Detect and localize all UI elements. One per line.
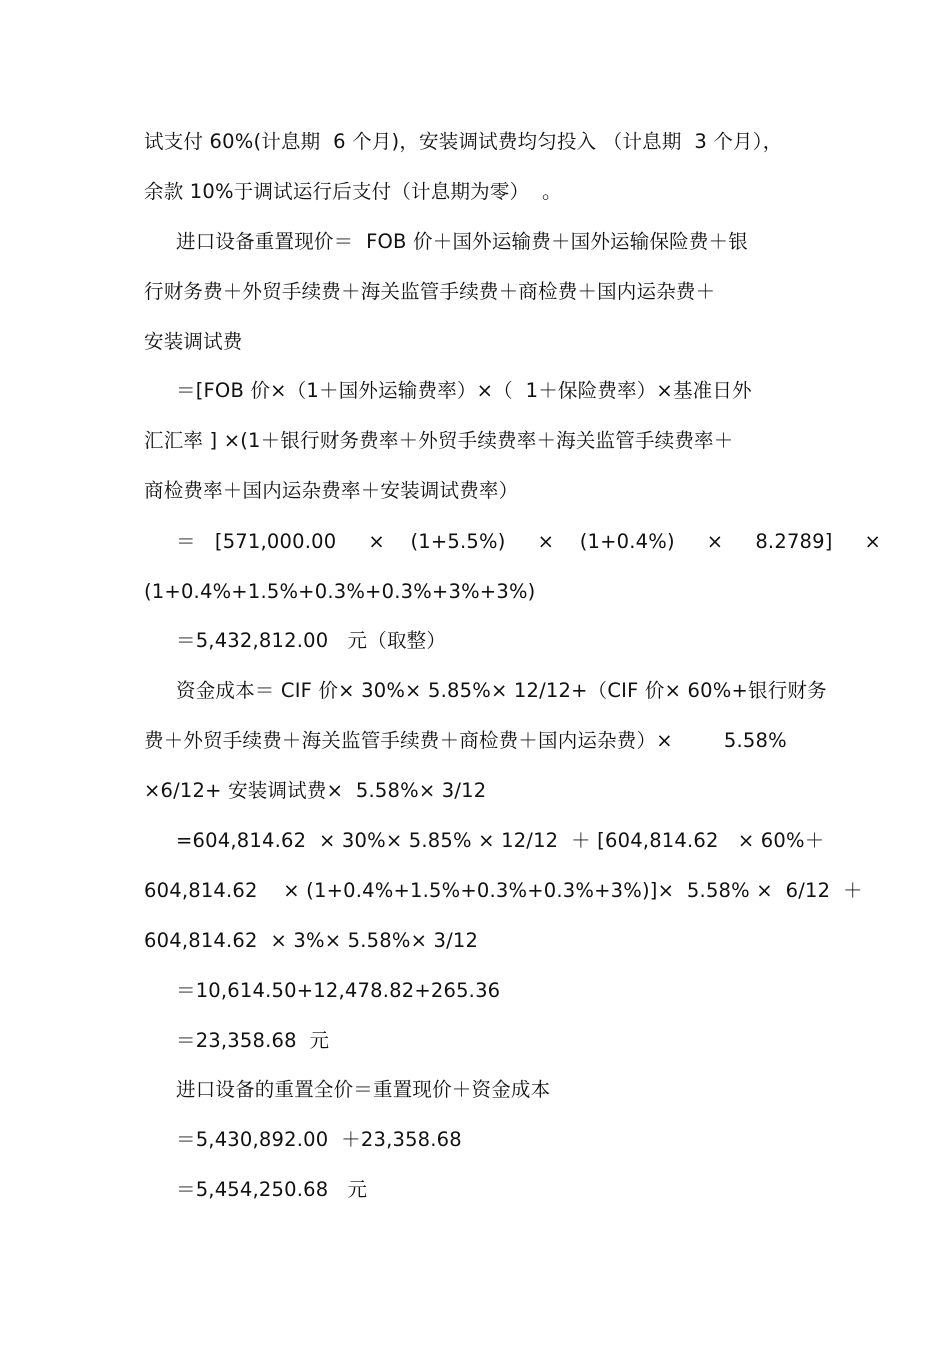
text-line: 试支付 60%(计息期 6 个月)，安装调试费均匀投入 （计息期 3 个月）， — [144, 130, 783, 153]
text-line: ＝5,454,250.68 元 — [176, 1178, 368, 1201]
text-line: 进口设备的重置全价＝重置现价＋资金成本 — [176, 1078, 551, 1101]
text-line: 商检费率＋国内运杂费率＋安装调试费率） — [144, 479, 519, 502]
text-line: 进口设备重置现价＝ FOB 价＋国外运输费＋国外运输保险费＋银 — [176, 230, 748, 253]
text-line: ＝5,432,812.00 元（取整） — [176, 629, 447, 652]
text-line: ＝23,358.68 元 — [176, 1029, 330, 1052]
text-line: 费＋外贸手续费＋海关监管手续费＋商检费＋国内运杂费）× 5.58% — [144, 729, 787, 752]
text-line: 604,814.62 × (1+0.4%+1.5%+0.3%+0.3%+3%)]× 5.58% × 6/12 ＋ — [144, 879, 863, 902]
text-line: (1+0.4%+1.5%+0.3%+0.3%+3%+3%) — [144, 580, 536, 603]
text-line: 汇汇率 ] ×(1＋银行财务费率＋外贸手续费率＋海关监管手续费率＋ — [144, 429, 734, 452]
text-line: =604,814.62 × 30%× 5.85% × 12/12 ＋ [604,814.62 × 60%＋ — [176, 829, 825, 852]
text-line: ＝10,614.50+12,478.82+265.36 — [176, 979, 501, 1002]
text-line: 资金成本＝ CIF 价× 30%× 5.85%× 12/12+（CIF 价× 60%+银行财务 — [176, 679, 827, 702]
text-line: ＝[FOB 价×（1＋国外运输费率）×（ 1＋保险费率）×基准日外 — [176, 379, 752, 402]
text-line: ＝ [571,000.00 × (1+5.5%) × (1+0.4%) × 8.2789] × — [176, 530, 882, 553]
text-line: 余款 10%于调试运行后支付（计息期为零） 。 — [144, 180, 562, 203]
text-line: 安装调试费 — [144, 330, 243, 353]
text-line: ＝5,430,892.00 ＋23,358.68 — [176, 1128, 462, 1151]
text-line: 604,814.62 × 3%× 5.58%× 3/12 — [144, 929, 479, 952]
text-line: ×6/12+ 安装调试费× 5.58%× 3/12 — [144, 779, 487, 802]
text-line: 行财务费＋外贸手续费＋海关监管手续费＋商检费＋国内运杂费＋ — [144, 280, 716, 303]
